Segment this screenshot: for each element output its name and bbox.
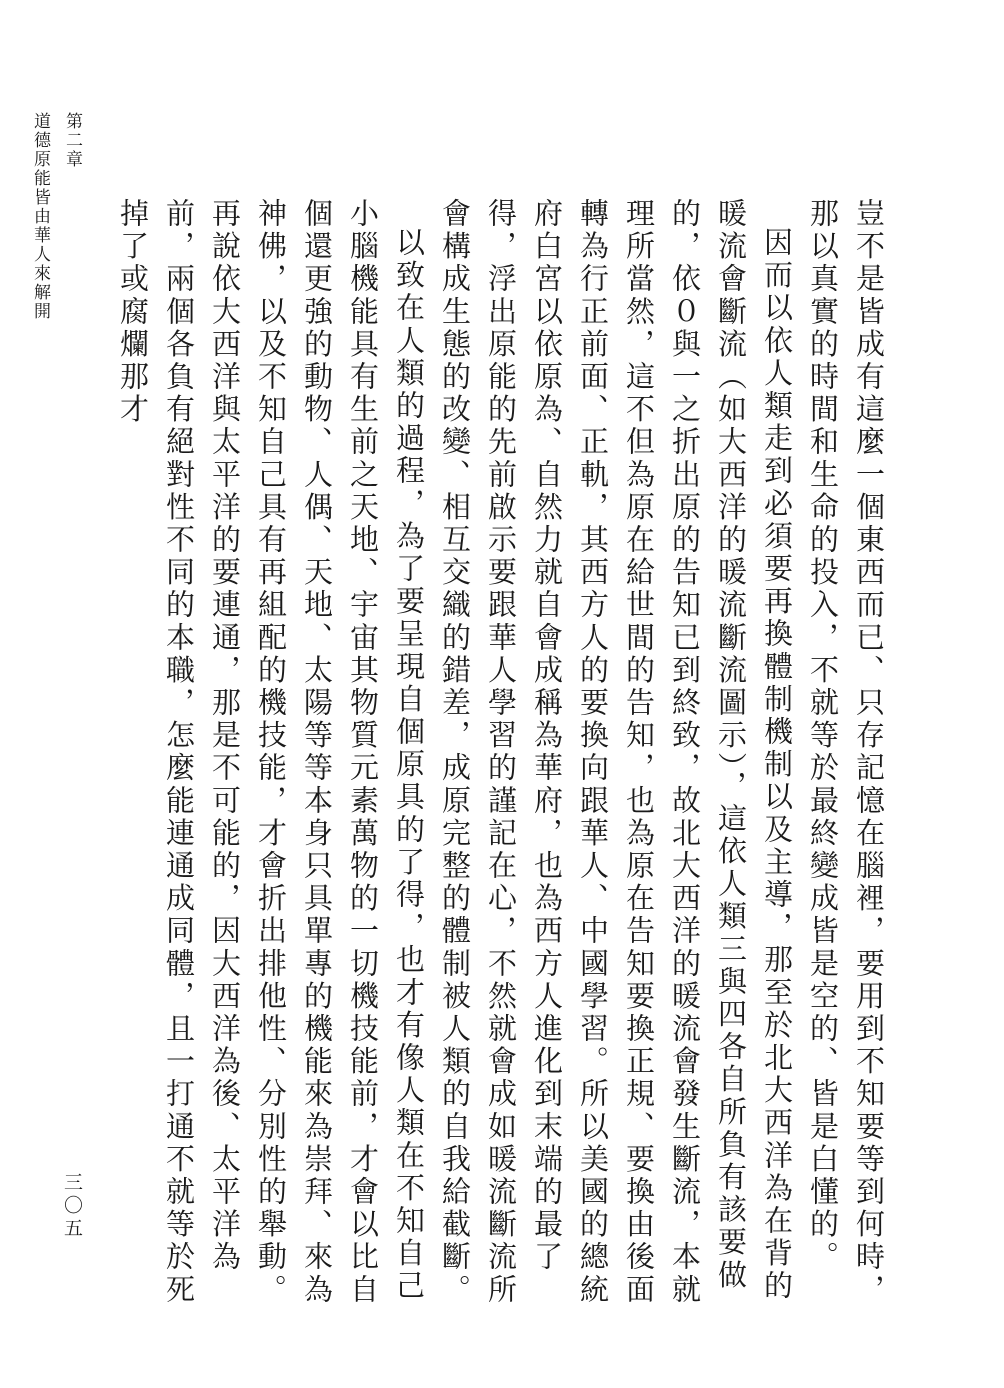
running-head <box>30 112 88 321</box>
paragraph-3: 以致在人類的過程，為了要呈現自個原具的了得，也才有像人類在不知自己小腦機能具有生前之天地、宇宙其物質元素萬物的一切機技能前，才會以比自個還更強的動物、人偶、天地、太陽等等本身只具單專的機能來為崇拜、來為神佛，以及不知自己具有再組配的機技能，才會折出排他性、分別性的舉動。再說依大西洋與太平洋的要連通，那是不可能的，因大西洋為後、太平洋為前，兩個各負有絕對性不同的本職，怎麼能連通成同體，且一打通不就等於死掉了或腐爛那才 <box>116 198 426 1307</box>
paragraph-1: 豈不是皆成有這麼一個東西而已、只存記憶在腦裡，要用到不知要等到何時，那以真實的時間和生命的投入，不就等於最終變成皆是空的、皆是白懂的。 <box>806 198 886 1307</box>
page-number: 三〇五 <box>61 1172 83 1241</box>
paragraph-2: 因而以依人類走到必須要再換體制機制以及主導，那至於北大西洋為在背的暖流會斷流（如大西洋的暖流斷流圖示），這依人類三與四各自所負有該要做的，依０與一之折出原的告知已到終致，故北大西洋的暖流會發生斷流，本就理所當然，這不但為原在給世間的告知，也為原在告知要換正規、要換由後面轉為行正前面、正軌，其西方人的要換向跟華人、中國學習。所以美國的總統府白宮以依原為、自然力就自會成稱為華府，也為西方人進化到末端的最了得，浮出原能的先前啟示要跟華人學習的謹記在心，不然就會成如暖流斷流所會構成生態的改變、相互交織的錯差，成原完整的體制被人類的自我給截斷。 <box>438 198 794 1307</box>
chapter-label: 第二章 <box>62 112 82 169</box>
body-text <box>110 198 892 1308</box>
chapter-title: 道德原能皆由華人來解開 <box>30 112 50 321</box>
